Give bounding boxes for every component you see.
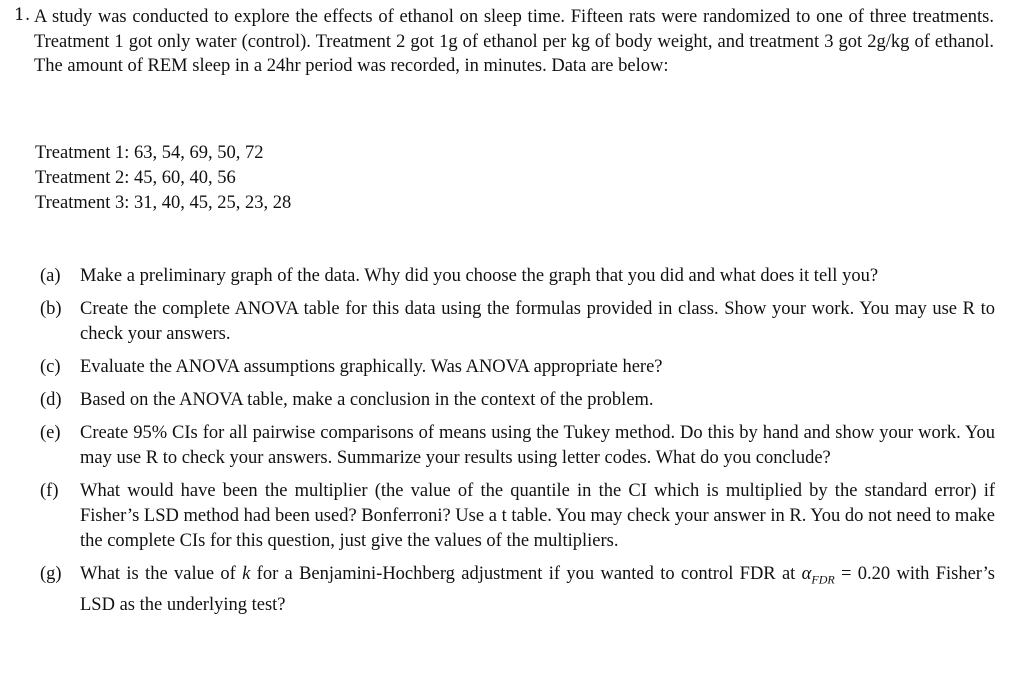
part-label: (c) [40,357,61,377]
part-label: (e) [40,423,61,443]
part-text-after: = 0.20 with Fisher’s LSD as the underlying test? [80,564,995,615]
treatment-label: Treatment 1: [35,143,130,163]
part-e [40,421,995,471]
part-text: Create the complete ANOVA table for this data using the formulas provided in class. Show your work. You may use R to check your answers. [80,299,995,344]
part-text: Based on the ANOVA table, make a conclusion in the context of the problem. [80,390,654,410]
part-g [40,562,995,618]
treatment-row [35,191,291,216]
part-text: Make a preliminary graph of the data. Why did you choose the graph that you did and what does it tell you? [80,266,879,286]
part-label: (f) [40,481,59,501]
treatment-label: Treatment 2: [35,168,130,188]
part-text: What would have been the multiplier (the value of the quantile in the CI which is multiplied by the standard error) if Fisher’s LSD method had been used? Bonferroni? Use a t table. You may check your answer in R. You do not need to make the complete CIs for this question, just give the values of the multipliers. [80,481,995,551]
part-text: Create 95% CIs for all pairwise comparisons of means using the Tukey method. Do this by hand and show your work. You may use R to check your answers. Summarize your results using letter codes. What do you conclude? [80,423,995,468]
part-text-mid: for a Benjamini-Hochberg adjustment if you wanted to control FDR at [250,564,802,584]
part-label: (d) [40,390,62,410]
alpha-symbol: α [801,564,812,584]
part-f [40,479,995,554]
math-alpha-fdr [801,564,835,587]
part-label: (g) [40,564,62,584]
treatment-row [35,141,291,166]
treatment-row [35,166,291,191]
treatment-values: 31, 40, 45, 25, 23, 28 [134,193,292,213]
treatment-values: 63, 54, 69, 50, 72 [134,143,264,163]
problem-intro: A study was conducted to explore the effects of ethanol on sleep time. Fifteen rats were randomized to one of three treatments. Treatment 1 got only water (control). Treatment 2 got 1g of ethanol per kg of body weight, and treatment 3 got 2g/kg of ethanol. The amount of REM sleep in a 24hr period was recorded, in minutes. Data are below: [34,7,994,76]
part-d [40,388,995,413]
part-label: (a) [40,266,61,286]
problem-number: 1. [14,5,31,25]
math-k: k [242,564,251,584]
part-c [40,355,995,380]
part-a [40,264,995,289]
alpha-subscript: FDR [811,572,835,587]
treatment-data [35,141,291,216]
part-text-before: What is the value of [80,564,243,584]
treatment-values: 45, 60, 40, 56 [134,168,236,188]
part-label: (b) [40,299,62,319]
part-text: Evaluate the ANOVA assumptions graphically. Was ANOVA appropriate here? [80,357,663,377]
question-parts [40,264,995,626]
problem-1 [14,5,994,79]
treatment-label: Treatment 3: [35,193,130,213]
part-b [40,297,995,347]
